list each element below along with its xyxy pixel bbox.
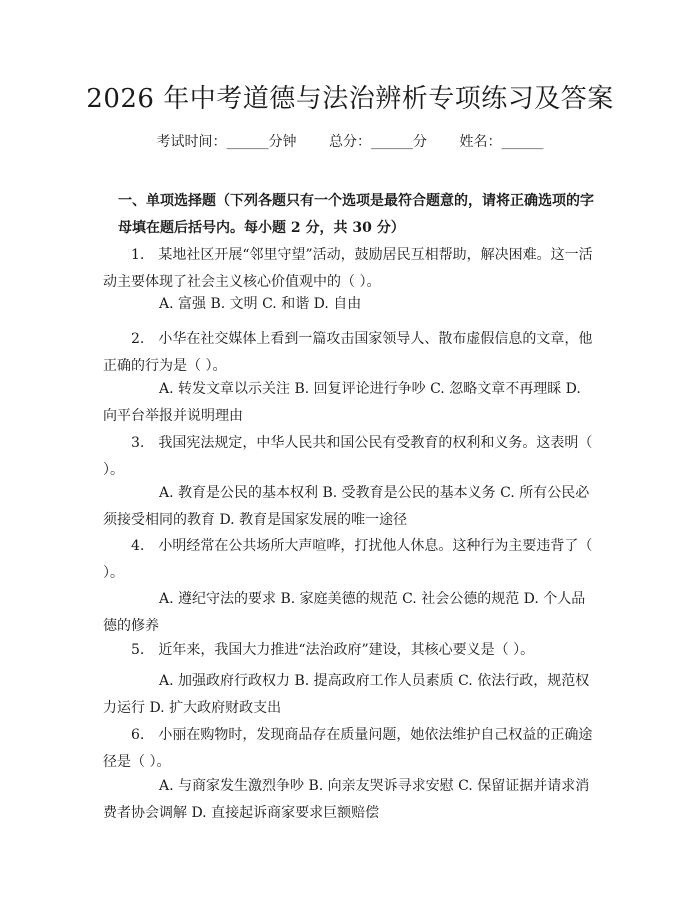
- question-4-options: A. 遵纪守法的要求 B. 家庭美德的规范 C. 社会公德的规范 D. 个人品德的修养: [103, 591, 586, 634]
- question-1-options: A. 富强 B. 文明 C. 和谐 D. 自由: [159, 296, 362, 312]
- question-1: 1. 某地社区开展“邻里守望”活动，鼓励居民互相帮助，解决困难。这一活动主要体现了社会主义核心价值观中的（ ）。: [103, 247, 593, 290]
- question-3: 3. 我国宪法规定，中华人民共和国公民有受教育的权利和义务。这表明（ ）。: [103, 435, 593, 478]
- question-2-options: A. 转发文章以示关注 B. 回复评论进行争吵 C. 忽略文章不再理睬 D. 向平台举报并说明理由: [103, 381, 581, 424]
- question-6-options: A. 与商家发生激烈争吵 B. 向亲友哭诉寻求安慰 C. 保留证据并请求消费者协会调解 D. 直接起诉商家要求巨额赔偿: [103, 778, 590, 821]
- question-5-options: A. 加强政府行政权力 B. 提高政府工作人员素质 C. 依法行政，规范权力运行 D. 扩大政府财政支出: [103, 673, 590, 716]
- exam-meta: [0, 132, 700, 152]
- section-heading: 一、单项选择题（下列各题只有一个选项是最符合题意的，请将正确选项的字母填在题后括号内。每小题 2 分，共 30 分）: [118, 193, 594, 236]
- student-name: 姓名：______: [459, 134, 544, 150]
- exam-time: 考试时间：______分钟: [156, 134, 297, 150]
- question-4: 4. 小明经常在公共场所大声喧哗，打扰他人休息。这种行为主要违背了（ ）。: [103, 538, 593, 581]
- question-2: 2. 小华在社交媒体上看到一篇攻击国家领导人、散布虚假信息的文章，他正确的行为是（ ）。: [103, 331, 593, 374]
- question-5: 5. 近年来，我国大力推进“法治政府”建设，其核心要义是（ ）。: [131, 642, 535, 658]
- question-3-options: A. 教育是公民的基本权利 B. 受教育是公民的基本义务 C. 所有公民必须接受相同的教育 D. 教育是国家发展的唯一途径: [103, 485, 590, 528]
- page-title: 2026 年中考道德与法治辨析专项练习及答案: [86, 84, 614, 114]
- exam-total-score: 总分：______分: [329, 134, 427, 150]
- question-6: 6. 小丽在购物时，发现商品存在质量问题，她依法维护自己权益的正确途径是（ ）。: [103, 727, 593, 770]
